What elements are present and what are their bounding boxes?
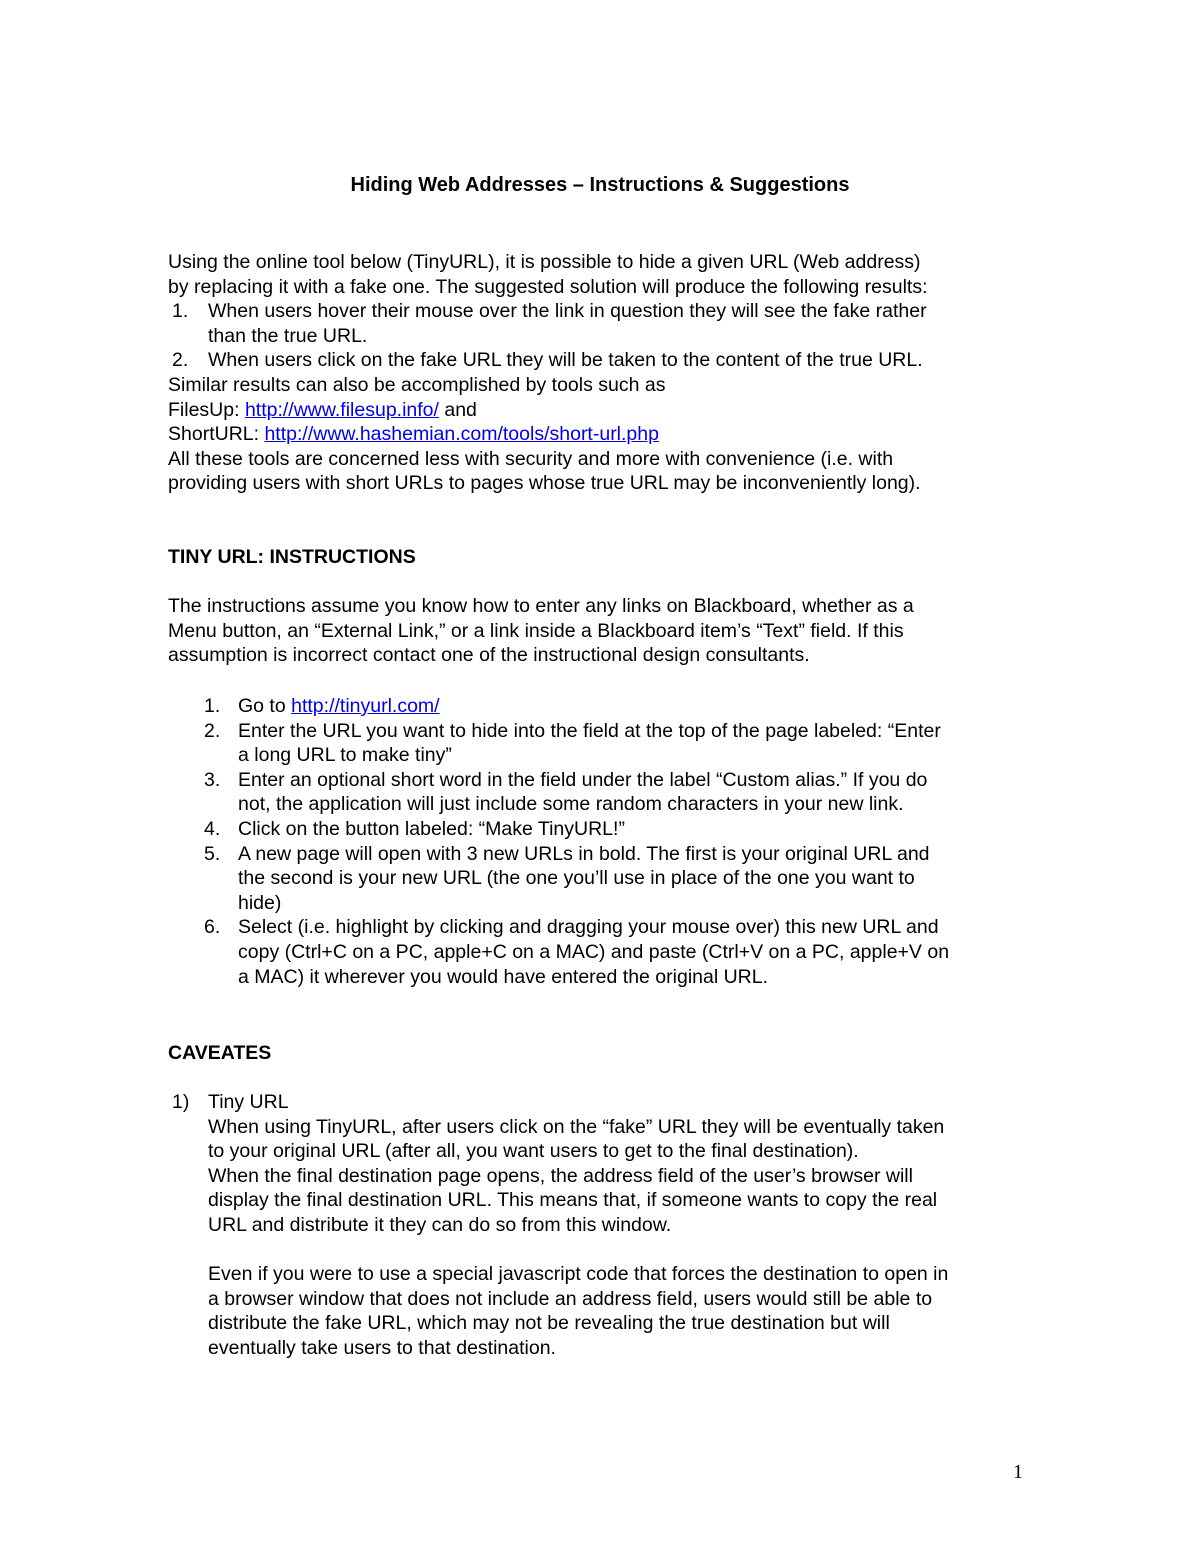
step-continuation [168, 743, 1048, 768]
paragraph-line: assumption is incorrect contact one of the instructional design consultants. [168, 644, 810, 667]
step-number: 3. [204, 768, 221, 791]
caveat-text-line [168, 1311, 1048, 1336]
step-item [168, 915, 1048, 940]
filesup-line [168, 398, 1048, 423]
caveat-title: Tiny URL [208, 1091, 289, 1113]
result-item-number: 1. [172, 300, 189, 323]
caveat-text: URL and distribute it they can do so from this window. [208, 1213, 672, 1236]
intro-line: by replacing it with a fake one. The suggested solution will produce the following results: [168, 275, 928, 298]
step-number: 6. [204, 916, 221, 939]
step-text: Select (i.e. highlight by clicking and dragging your mouse over) this new URL and [238, 916, 939, 939]
step-number: 1. [204, 695, 221, 717]
instructions-paragraph [168, 594, 1048, 668]
caveat-text: When the final destination page opens, the address field of the user’s browser will [208, 1164, 913, 1187]
step-text: a long URL to make tiny” [238, 744, 452, 767]
caveat-text-line [168, 1213, 1048, 1238]
intro-line: Similar results can also be accomplished by tools such as [168, 373, 666, 396]
caveat-text: Even if you were to use a special javascript code that forces the destination to open in [208, 1263, 949, 1286]
step-text: a MAC) it wherever you would have entered the original URL. [238, 965, 769, 988]
step-number: 4. [204, 817, 221, 840]
intro-line: providing users with short URLs to pages whose true URL may be inconveniently long). [168, 472, 921, 495]
step-text: Click on the button labeled: “Make TinyURL!” [238, 817, 625, 840]
step-number: 5. [204, 842, 221, 865]
step-continuation [168, 792, 1048, 817]
step-text: Enter the URL you want to hide into the field at the top of the page labeled: “Enter [238, 719, 941, 742]
step-text: hide) [238, 891, 282, 914]
step-text: Enter an optional short word in the field under the label “Custom alias.” If you do [238, 768, 928, 791]
step-item [168, 817, 1048, 842]
result-item [168, 299, 1048, 324]
caveats-heading: CAVEATES [168, 1042, 272, 1064]
filesup-suffix: and [438, 398, 477, 421]
filesup-label: FilesUp: [168, 398, 245, 421]
intro-section [168, 250, 1048, 496]
caveats-list [168, 1090, 1048, 1361]
step-text: Go to [238, 695, 292, 717]
step-continuation [168, 965, 1048, 990]
caveats-section [168, 1041, 1048, 1066]
shorturl-label: ShortURL: [168, 423, 265, 446]
step-item [168, 719, 1048, 744]
page-number: 1 [1013, 1461, 1023, 1483]
filesup-link[interactable]: http://www.filesup.info/ [244, 398, 439, 421]
intro-line: All these tools are concerned less with security and more with convenience (i.e. with [168, 447, 894, 470]
instructions-heading: TINY URL: INSTRUCTIONS [168, 546, 416, 568]
caveat-text-line [168, 1115, 1048, 1140]
intro-line: Using the online tool below (TinyURL), it is possible to hide a given URL (Web address) [168, 251, 921, 273]
step-item [168, 842, 1048, 867]
caveat-text: When using TinyURL, after users click on the “fake” URL they will be eventually taken [208, 1115, 945, 1138]
result-item-number: 2. [172, 349, 189, 372]
step-text: A new page will open with 3 new URLs in bold. The first is your original URL and [238, 842, 930, 865]
step-continuation [168, 891, 1048, 916]
caveat-text-line [168, 1262, 1048, 1287]
caveat-text: eventually take users to that destination. [208, 1336, 556, 1359]
step-continuation [168, 940, 1048, 965]
step-continuation [168, 866, 1048, 891]
caveat-text-line [168, 1287, 1048, 1312]
caveat-text-line [168, 1139, 1048, 1164]
tinyurl-link[interactable]: http://tinyurl.com/ [291, 695, 440, 717]
caveat-text: distribute the fake URL, which may not be revealing the true destination but will [208, 1312, 890, 1335]
result-item-text: When users hover their mouse over the link in question they will see the fake rather [208, 300, 927, 323]
result-item-continuation [168, 324, 1048, 349]
caveat-text: display the final destination URL. This means that, if someone wants to copy the real [208, 1189, 938, 1212]
blank-line [168, 1238, 1048, 1263]
instructions-section [168, 545, 1048, 570]
shorturl-line [168, 422, 1048, 447]
step-number: 2. [204, 719, 221, 742]
result-item [168, 348, 1048, 373]
step-text: the second is your new URL (the one you’ll use in place of the one you want to [238, 867, 915, 890]
result-item-text: than the true URL. [208, 324, 368, 347]
caveat-text-line [168, 1188, 1048, 1213]
step-item [168, 694, 1048, 719]
caveat-text: a browser window that does not include an address field, users would still be able to [208, 1287, 933, 1310]
caveat-number: 1) [172, 1091, 190, 1113]
caveat-text-line [168, 1336, 1048, 1361]
caveat-text-line [168, 1164, 1048, 1189]
caveat-item [168, 1090, 1048, 1115]
paragraph-line: The instructions assume you know how to enter any links on Blackboard, whether as a [168, 595, 914, 617]
result-item-text: When users click on the fake URL they will be taken to the content of the true URL. [208, 349, 923, 372]
step-text: copy (Ctrl+C on a PC, apple+C on a MAC) and paste (Ctrl+V on a PC, apple+V on [238, 940, 950, 963]
caveat-text: to your original URL (after all, you want users to get to the final destination). [208, 1140, 859, 1163]
instruction-steps [168, 694, 1048, 989]
step-text: not, the application will just include some random characters in your new link. [238, 793, 904, 816]
paragraph-line: Menu button, an “External Link,” or a link inside a Blackboard item’s “Text” field. If this [168, 619, 904, 642]
shorturl-link[interactable]: http://www.hashemian.com/tools/short-url.php [264, 423, 659, 446]
document-title: Hiding Web Addresses – Instructions & Suggestions [350, 174, 850, 196]
step-item [168, 768, 1048, 793]
